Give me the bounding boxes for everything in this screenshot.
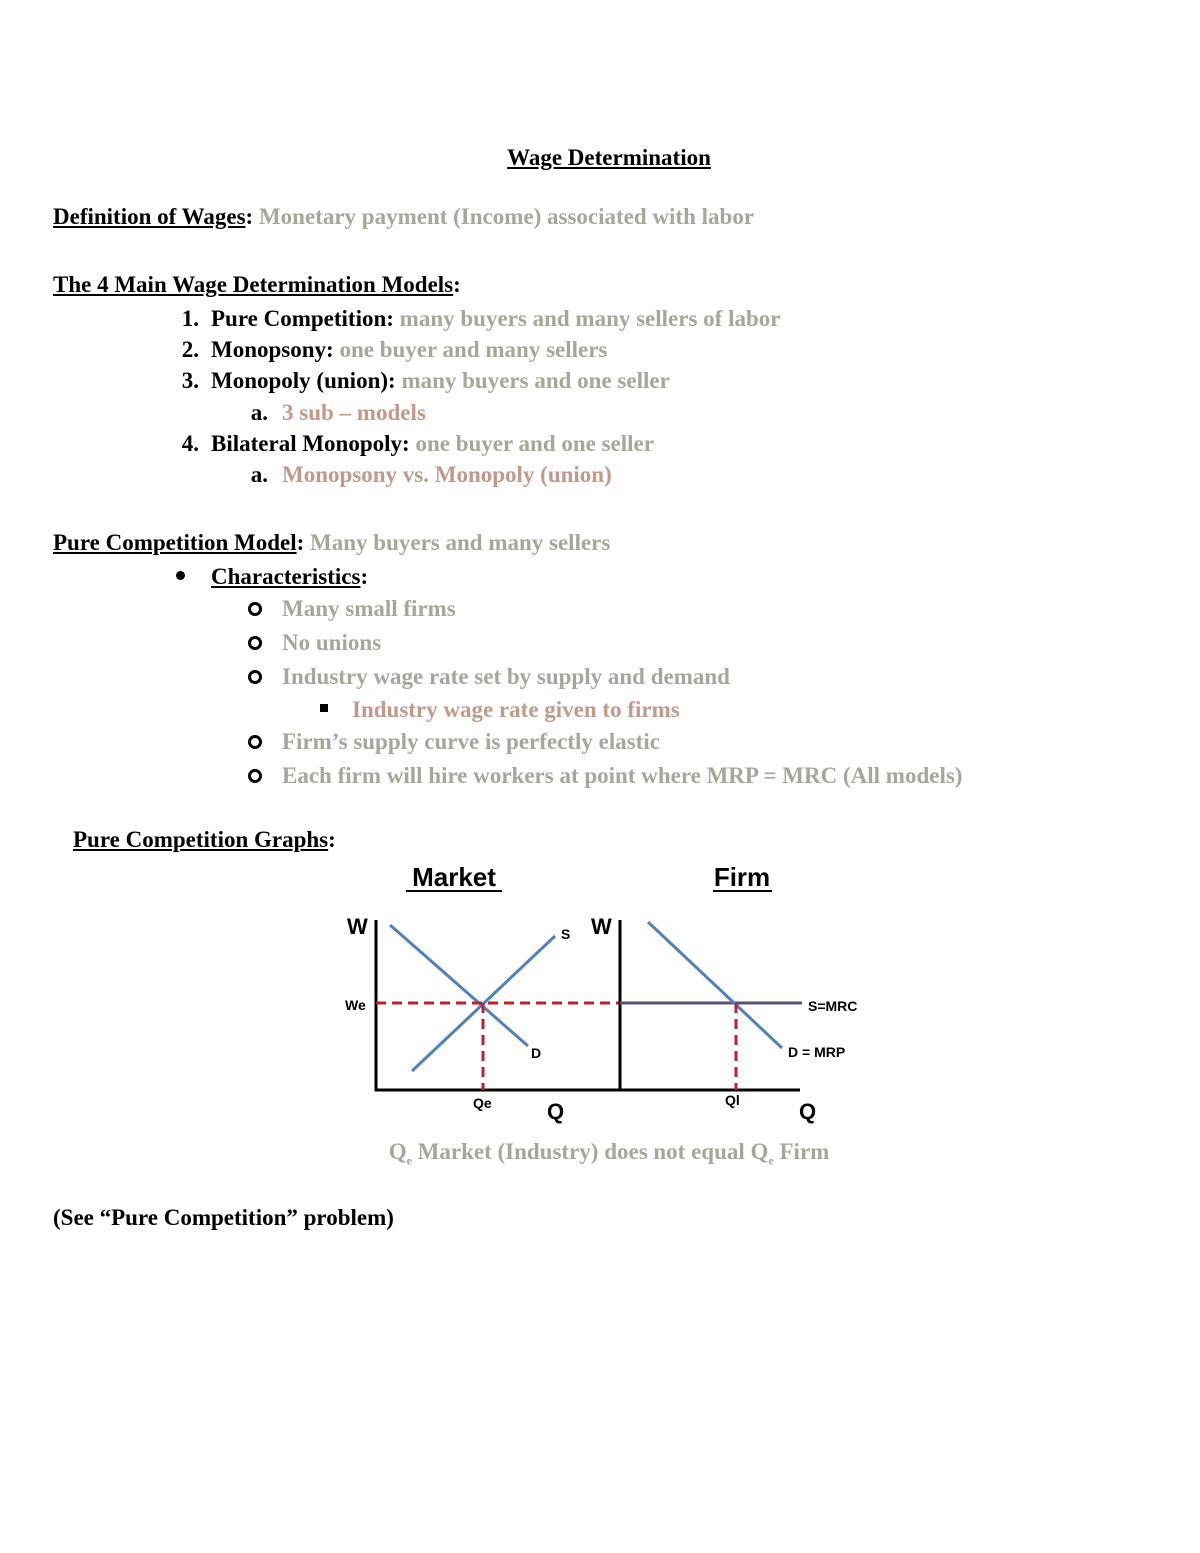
list-item (211, 307, 780, 330)
model-text: one buyer and one seller (415, 431, 654, 456)
pure-competition-label: Pure Competition Model (53, 530, 297, 555)
circle-bullet-icon (248, 602, 262, 616)
sub-list-letter: a. (250, 400, 268, 425)
list-number: 4. (181, 431, 199, 456)
circle-bullet-icon (248, 636, 262, 650)
model-label: Pure Competition: (211, 306, 394, 331)
graphs-heading-colon: : (328, 827, 336, 852)
list-item: No unions (282, 630, 382, 655)
firm-demand-label: D = MRP (788, 1044, 846, 1060)
list-item: Industry wage rate given to firms (352, 697, 680, 722)
page-title: Wage Determination (507, 145, 711, 170)
characteristics-colon: : (360, 564, 369, 589)
list-item: Firm’s supply curve is perfectly elastic (282, 729, 660, 754)
model-text: many buyers and one seller (401, 368, 670, 393)
list-number: 3. (181, 368, 199, 393)
pure-competition-graphs (0, 855, 1200, 1135)
list-item: Many small firms (282, 596, 456, 621)
characteristics-heading (211, 565, 368, 588)
definition-text: Monetary payment (Income) associated with labor (258, 204, 755, 229)
firm-graph-title: Firm (713, 862, 771, 892)
firm-quantity-label: Ql (725, 1092, 740, 1108)
graphs-heading (73, 828, 336, 851)
market-demand-label: D (531, 1045, 542, 1061)
sub-list-letter: a. (250, 462, 268, 487)
caption-subscript: e (406, 1153, 412, 1168)
circle-bullet-icon (248, 670, 262, 684)
models-heading-label: The 4 Main Wage Determination Models (53, 272, 454, 297)
list-item (211, 432, 654, 455)
list-number: 2. (181, 337, 199, 362)
square-bullet-icon (320, 704, 328, 712)
bullet-icon (176, 571, 185, 580)
list-item: Industry wage rate set by supply and demand (282, 664, 730, 689)
definition-line (53, 205, 754, 228)
firm-supply-label: S=MRC (808, 998, 858, 1014)
graphs-heading-label: Pure Competition Graphs (73, 827, 329, 852)
caption-end: Firm (773, 1139, 830, 1164)
caption-q: Q (388, 1139, 407, 1164)
circle-bullet-icon (248, 769, 262, 783)
market-supply-label: S (561, 926, 571, 942)
model-text: many buyers and many sellers of labor (399, 306, 781, 331)
market-x-axis-label: Q (547, 1099, 565, 1124)
models-heading-colon: : (453, 272, 461, 297)
caption-subscript: e (768, 1153, 774, 1168)
firm-y-axis-label: W (591, 914, 612, 939)
characteristics-label: Characteristics (211, 564, 361, 589)
list-item: Each firm will hire workers at point where MRP = MRC (All models) (282, 763, 963, 788)
model-text: one buyer and many sellers (339, 337, 608, 362)
graph-caption (0, 1140, 1200, 1167)
sub-list-item: Monopsony vs. Monopoly (union) (282, 462, 612, 487)
models-heading (53, 273, 461, 296)
circle-bullet-icon (248, 735, 262, 749)
market-quantity-label: Qe (473, 1095, 492, 1111)
definition-colon: : (245, 204, 254, 229)
model-label: Bilateral Monopoly: (211, 431, 410, 456)
firm-axes (620, 920, 800, 1090)
sub-list-item: 3 sub – models (282, 400, 426, 425)
pure-competition-text: Many buyers and many sellers (310, 530, 611, 555)
caption-middle: Market (Industry) does not equal Q (411, 1139, 769, 1164)
list-number: 1. (181, 306, 199, 331)
see-problem-note: (See “Pure Competition” problem) (53, 1205, 394, 1230)
equilibrium-wage-label: We (345, 997, 366, 1013)
market-graph-title: Market (412, 862, 496, 892)
list-item (211, 369, 670, 392)
firm-x-axis-label: Q (799, 1099, 817, 1124)
definition-label: Definition of Wages (53, 204, 246, 229)
model-label: Monopoly (union): (211, 368, 396, 393)
firm-demand-curve (648, 922, 782, 1048)
list-item (211, 338, 607, 361)
pure-competition-heading (53, 531, 610, 554)
market-y-axis-label: W (347, 914, 368, 939)
pure-competition-colon: : (296, 530, 305, 555)
model-label: Monopsony: (211, 337, 334, 362)
